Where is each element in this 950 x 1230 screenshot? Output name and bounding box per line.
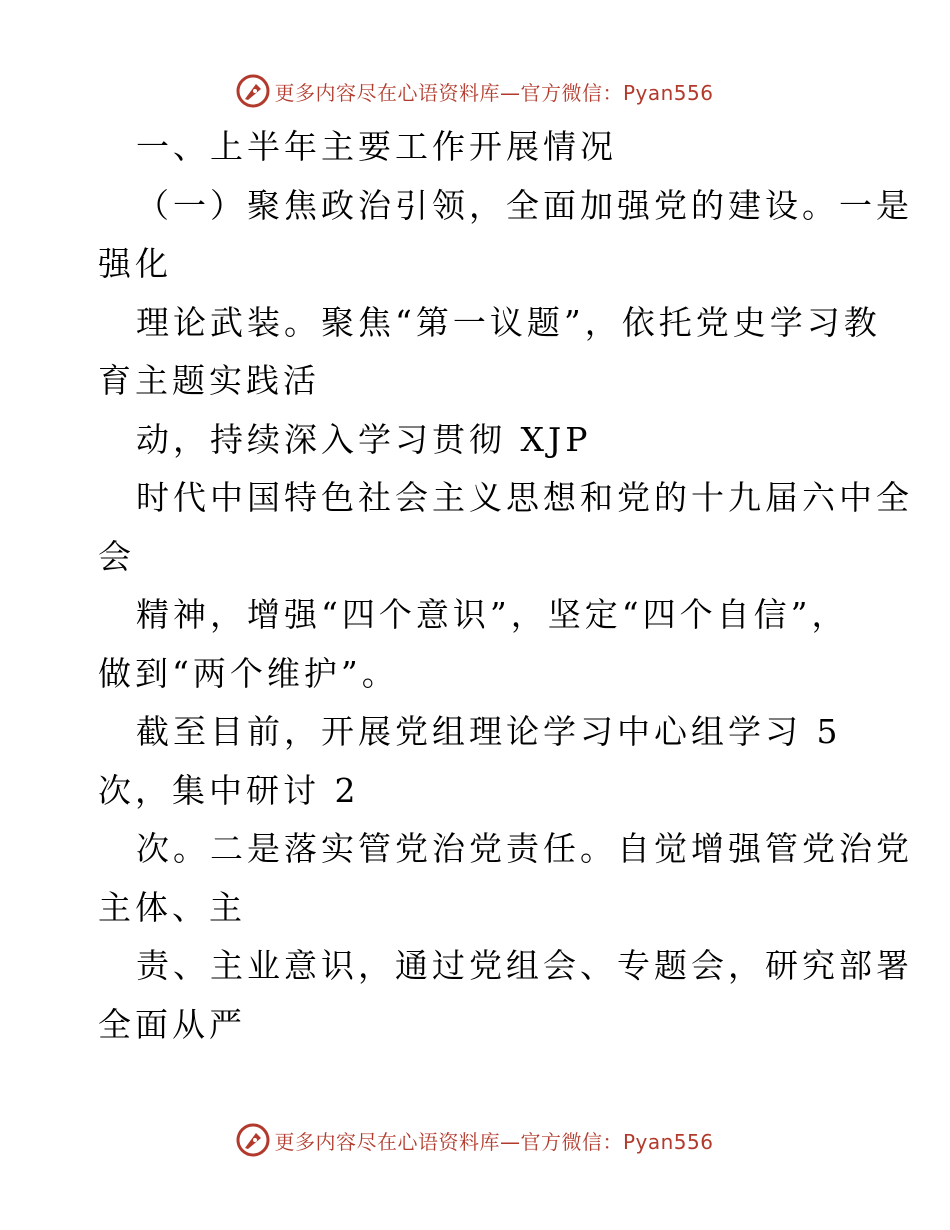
body-text-line: 主体、主 [98, 887, 246, 927]
pen-nib-logo-icon [236, 1123, 270, 1157]
body-text-line: （一）聚焦政治引领，全面加强党的建设。一是 [136, 185, 913, 225]
pen-nib-logo-icon [236, 74, 270, 108]
footer-banner [0, 1120, 950, 1160]
header-banner-text: 更多内容尽在心语资料库—官方微信：Pyan556 [274, 80, 714, 105]
document-body [98, 118, 913, 1054]
body-text-line: 次，集中研讨 2 [98, 770, 360, 810]
body-text-line: 做到“两个维护”。 [98, 653, 399, 693]
header-banner [0, 71, 950, 111]
body-text-line: 时代中国特色社会主义思想和党的十九届六中全 [136, 478, 913, 517]
body-text-line: 次。二是落实管党治党责任。自觉增强管党治党 [136, 829, 913, 868]
body-text-line: 强化 [98, 244, 172, 283]
body-text-line: 理论武装。聚焦“第一议题”，依托党史学习教 [136, 302, 881, 342]
body-text-line: 截至目前，开展党组理论学习中心组学习 5 [136, 712, 842, 751]
body-text-line: 一、上半年主要工作开展情况 [136, 127, 617, 166]
body-text-line: 育主题实践活 [98, 361, 320, 400]
body-text-line: 全面从严 [98, 1004, 246, 1044]
footer-banner-text: 更多内容尽在心语资料库—官方微信：Pyan556 [274, 1129, 714, 1154]
body-text-line: 会 [98, 536, 135, 576]
body-text-line: 动，持续深入学习贯彻 XJP [136, 419, 592, 459]
body-text-line: 责、主业意识，通过党组会、专题会，研究部署 [136, 946, 913, 985]
body-text-line: 精神，增强“四个意识”，坚定“四个自信”， [136, 595, 849, 634]
